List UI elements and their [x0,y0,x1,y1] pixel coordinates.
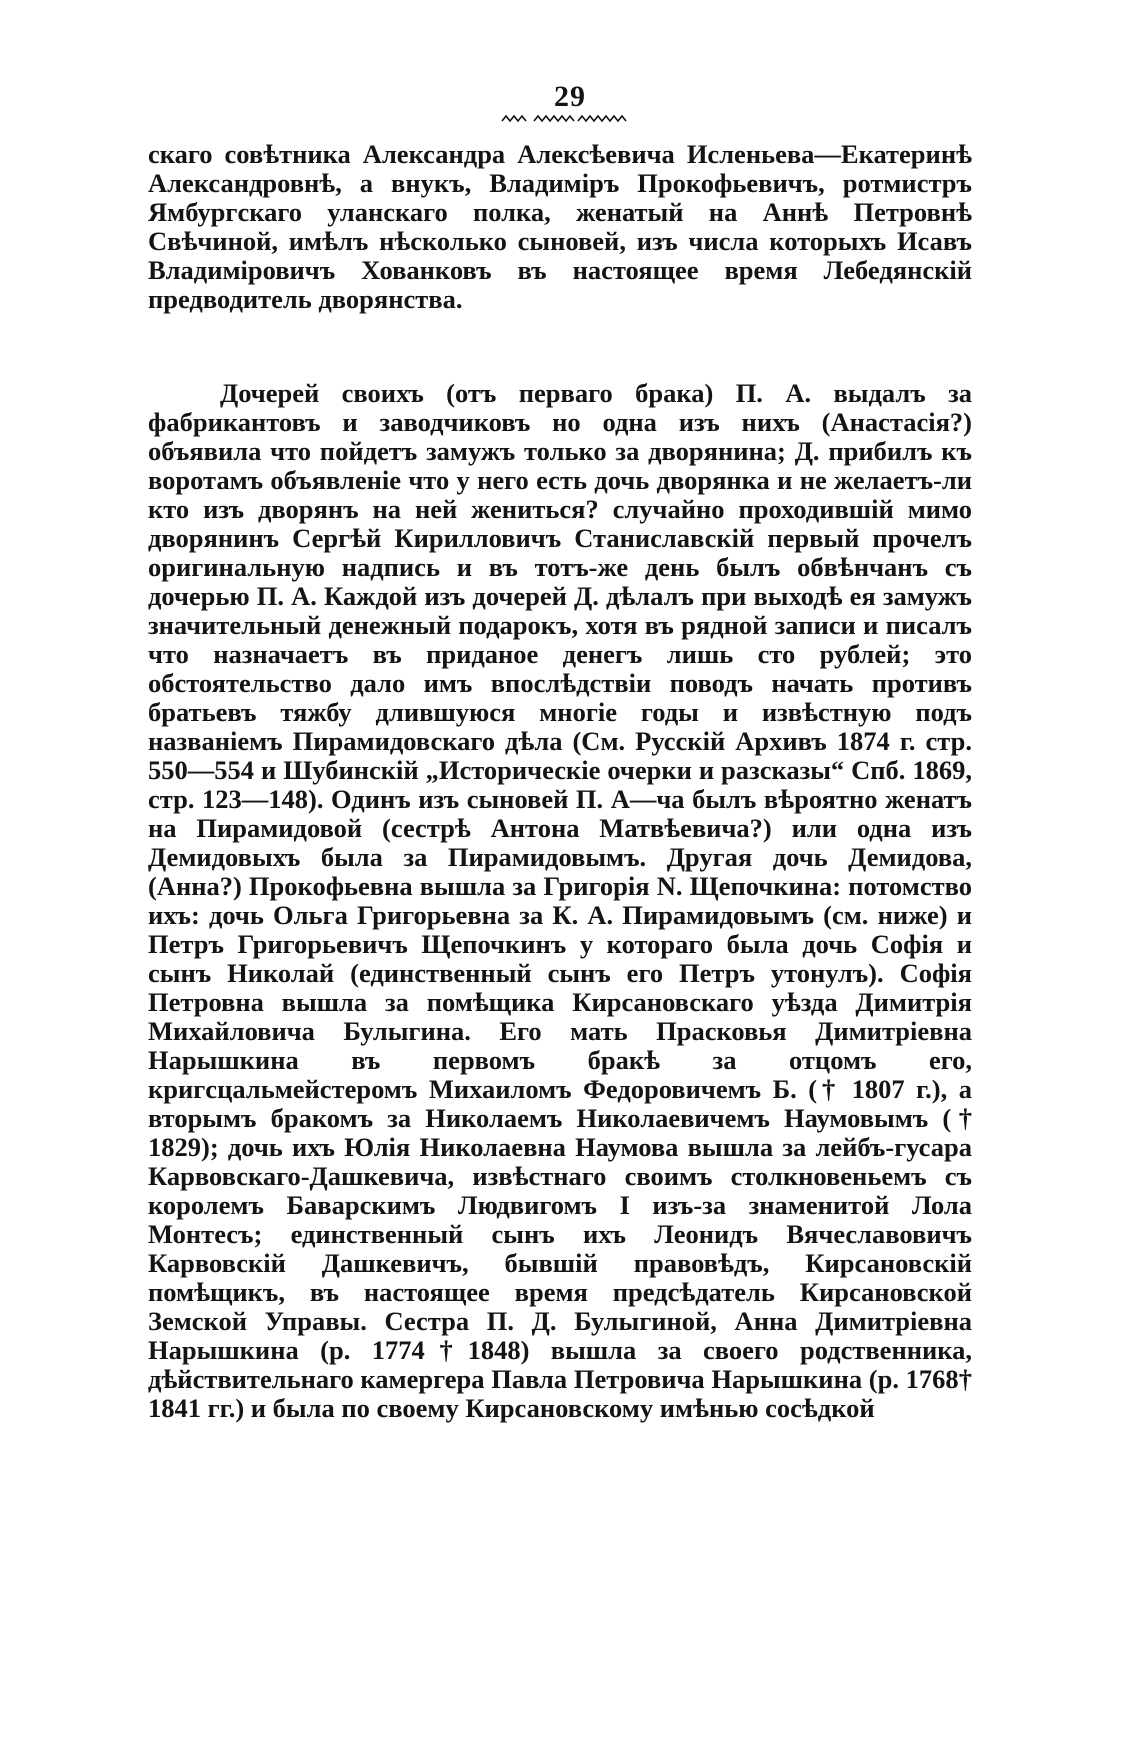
paragraph-main [148,379,972,1423]
page-number: 29 [554,80,586,113]
paragraph-text: скаго совѣтника Александра Алексѣевича Исленьева—Екатеринѣ Александровнѣ, а внукъ, Владиміръ Прокофьевичъ, ротмистръ Ямбургскаго уланскаго полка, женатый на Аннѣ Петровнѣ Свѣчиной, имѣлъ нѣсколько сыновей, изъ числа которыхъ Исавъ Владиміровичъ Хованковъ въ настоящее время Лебедянскій предводитель дворянства. [148,139,972,314]
paragraph-intro [148,140,972,314]
paragraph-text: Дочерей своихъ (отъ перваго брака) П. А. выдалъ за фабрикантовъ и заводчиковъ но одна изъ нихъ (Анастасія?) объявила что пойдетъ замужъ только за дворянина; Д. прибилъ къ воротамъ объявленіе что у него есть дочь дворянка и не желаетъ-ли кто изъ дворянъ на ней жениться? случайно проходившій мимо дворянинъ Сергѣй Кирилловичъ Станиславскій первый прочелъ оригинальную надпись и въ тотъ-же день былъ обвѣнчанъ съ дочерью П. А. Каждой изъ дочерей Д. дѣлалъ при выходѣ ея замужъ значительный денежный подарокъ, хотя въ рядной записи и писалъ что назначаетъ въ приданое денегъ лишь сто рублей; это обстоятельство дало имъ впослѣдствіи поводъ начать противъ братьевъ тяжбу длившуюся многіе годы и извѣстную подъ названіемъ Пирамидовскаго дѣла (См. Русскій Архивъ 1874 г. стр. 550—554 и Шубинскій „Историческіе очерки и разсказы“ Спб. 1869, стр. 123—148). Одинъ изъ сыновей П. А—ча былъ вѣроятно женатъ на Пирамидовой (сестрѣ Антона Матвѣевича?) или одна изъ Демидовыхъ была за Пирамидовымъ. Другая дочь Демидова, (Анна?) Прокофьевна вышла за Григорія N. Щепочкина: потомство ихъ: дочь Ольга Григорьевна за К. А. Пирамидовымъ (см. ниже) и Петръ Григорьевичъ Щепочкинъ у котораго была дочь Софія и сынъ Николай (единственный сынъ его Петръ утонулъ). Софія Петровна вышла за помѣщика Кирсановскаго уѣзда Димитрія Михайловича Булыгина. Его мать Прасковья Димитріевна Нарышкина въ первомъ бракѣ за отцомъ его, кригсцальмейстеромъ Михаиломъ Федоровичемъ Б. († 1807 г.), а вторымъ бракомъ за Николаемъ Николаевичемъ Наумовымъ († 1829); дочь ихъ Юлія Николаевна Наумова вышла за лейбъ-гусара Карвовскаго-Дашкевича, извѣстнаго своимъ столкновеньемъ съ королемъ Баварскимъ Людвигомъ I изъ-за знаменитой Лола Монтесъ; единственный сынъ ихъ Леонидъ Вячеславовичъ Карвовскій Дашкевичъ, бывшій правовѣдъ, Кирсановскій помѣщикъ, въ настоящее время предсѣдатель Кирсановской Земской Управы. Сестра П. Д. Булыгиной, Анна Димитріевна Нарышкина (р. 1774†1848) вышла за своего родственника, дѣйствительнаго камергера Павла Петровича Нарышкина (р. 1768† 1841 гг.) и была по своему Кирсановскому имѣнью сосѣдкой [148,378,972,1423]
decorative-wave-ornament [500,112,630,126]
